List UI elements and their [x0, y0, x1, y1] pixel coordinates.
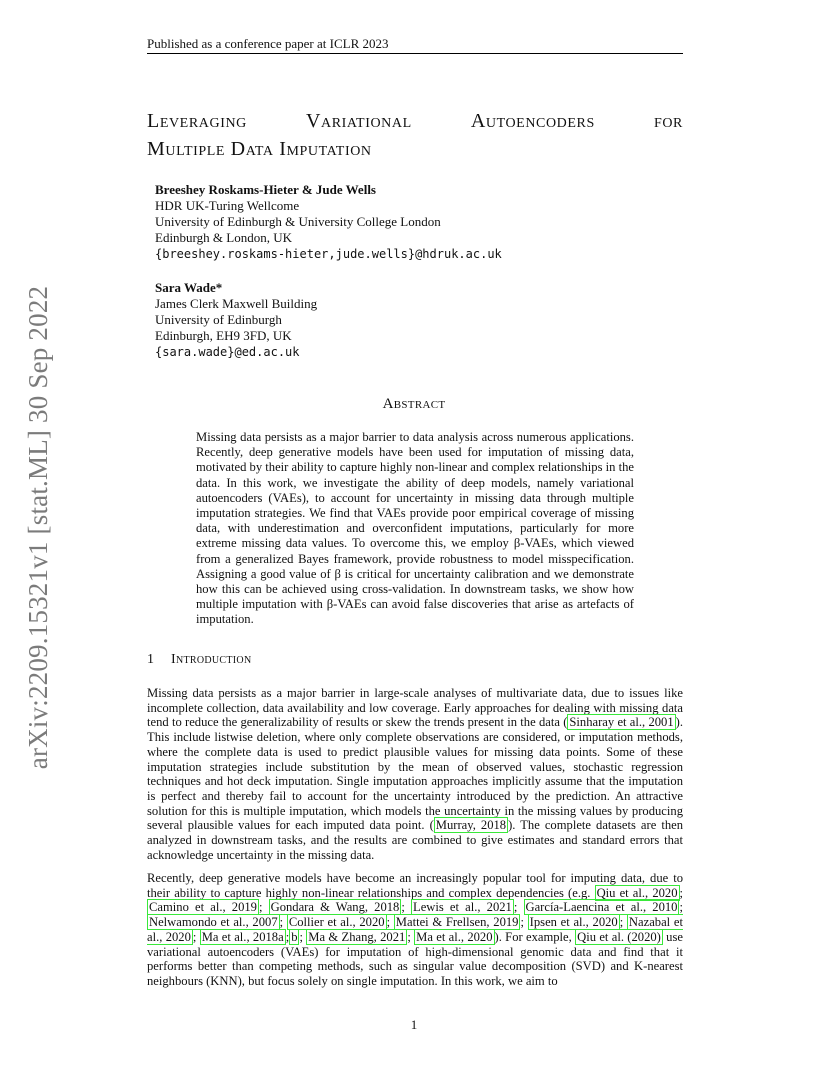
author-affiliation: HDR UK-Turing Wellcome [155, 198, 300, 213]
separator: ; [386, 915, 394, 930]
paper-title [147, 107, 683, 163]
author-affiliation: University of Edinburgh [155, 312, 282, 327]
separator: ; [513, 900, 524, 915]
citation-link[interactable]: Nelwamondo et al., 2007 [149, 915, 278, 930]
arxiv-identifier: arXiv:2209.15321v1 [stat.ML] 30 Sep 2022 [23, 285, 54, 769]
separator: ; [258, 900, 269, 915]
title-word: Autoencoders [470, 110, 595, 132]
author-names: Breeshey Roskams-Hieter & Jude Wells [155, 182, 376, 197]
abstract-text: Missing data persists as a major barrier to data analysis across numerous applications. Recently, deep generative models have been used for imputation of missing data, motivated by their ability to capture highly non-linear and complex relationships in the data. In this work, we investigate the ability of deep models, namely variational autoencoders (VAEs), to account for uncertainty in missing data through multiple imputation strategies. We find that VAEs provide poor empirical coverage of missing data, with underestimation and overconfident imputations, particularly for more extreme missing data values. To overcome this, we employ β-VAEs, which viewed from a generalized Bayes framework, provide robustness to model misspecification. Assigning a good value of β is critical for uncertainty calibration and we demonstrate how this can be achieved using cross-validation. In downstream tasks, we show how multiple imputation with β-VAEs can avoid false discoveries that arise as artefacts of imputation. [196, 430, 634, 627]
citation-link[interactable]: Collier et al., 2020 [288, 915, 385, 930]
title-word: Variational [305, 110, 412, 132]
author-names: Sara Wade* [155, 280, 223, 295]
citation-link[interactable]: Ma & Zhang, 2021 [308, 929, 406, 944]
separator: ; [401, 900, 411, 915]
separator: ; [679, 900, 683, 915]
citation-link[interactable]: Nazabal et al., 2020 [147, 915, 683, 944]
section-number: 1 [147, 652, 155, 667]
paragraph-text: Recently, deep generative models have become an increasingly popular tool for imputing data, due to their ability to capture highly non-linear relationships and complex dependencies (e.g. [147, 871, 683, 900]
separator: ; [619, 915, 627, 930]
separator: ). For example, [494, 929, 576, 944]
paragraph-text: Missing data persists as a major barrier in large-scale analyses of multivariate data, due to issues like incomplete collection, data availability and low coverage. Early approaches for dealing with missing data tend to reduce the generalizability of results or skew the trends present in the data ( [147, 686, 683, 730]
title-line-2: Multiple Data Imputation [147, 138, 372, 160]
citation-link[interactable]: Qiu et al. (2020) [577, 929, 661, 944]
citation-link[interactable]: Murray, 2018 [435, 818, 507, 833]
paragraph-text: ). This include listwise deletion, where only complete observations are considered, or imputation methods, where the complete data is used to predict plausible values for missing data points. Some of these imputation strategies include substitution by the mean of observed values, stochastic regression techniques and hot deck imputation. Single imputation approaches implicitly assume that the imputation is perfect and thereby fail to account for the uncertainty introduced by the prediction. An attractive solution for this is multiple imputation, which models the uncertainty in the missing values by producing several plausible values for each imputed data point. ( [147, 715, 683, 833]
separator: ; [407, 929, 415, 944]
page-number: 1 [410, 1017, 418, 1032]
separator: ; [299, 929, 307, 944]
citation-link[interactable]: Ipsen et al., 2020 [529, 915, 618, 930]
paragraph-text: ). The complete datasets are then analyzed in downstream tasks, and the results are combined to give estimates and standard errors that acknowledge uncertainty in the missing data. [147, 818, 684, 862]
separator: ; [192, 929, 200, 944]
citation-link[interactable]: Sinharay et al., 2001 [569, 715, 674, 730]
author-affiliation: University of Edinburgh & University College London [155, 214, 441, 229]
separator: ; [279, 915, 287, 930]
separator: ; [679, 885, 684, 900]
citation-link[interactable]: Ma et al., 2020 [416, 929, 493, 944]
citation-link[interactable]: Gondara & Wang, 2018 [270, 900, 400, 915]
author-email: {breeshey.roskams-hieter,jude.wells}@hdruk.ac.uk [155, 247, 502, 261]
separator: ; [285, 929, 290, 944]
page-header: Published as a conference paper at ICLR 2023 [147, 36, 683, 54]
author-location: Edinburgh & London, UK [155, 230, 292, 245]
author-block-2 [155, 280, 317, 360]
arxiv-sidebar-stamp [20, 282, 58, 772]
paragraph-text: use variational autoencoders (VAEs) for imputation of high-dimensional genomic data and find that it performs better than competing methods, such as singular value decomposition (SVD) and K-nearest neighbours (KNN), but focus solely on single imputation. In this work, we aim to [147, 929, 683, 988]
citation-link[interactable]: Qiu et al., 2020 [596, 885, 678, 900]
section-title: Introduction [171, 652, 252, 667]
title-line-1 [147, 107, 683, 135]
citation-link[interactable]: Camino et al., 2019 [149, 900, 257, 915]
section-heading [147, 652, 251, 668]
separator: ; [520, 915, 528, 930]
citation-link[interactable]: b [291, 929, 298, 944]
body-paragraph [147, 686, 683, 862]
author-email: {sara.wade}@ed.ac.uk [155, 345, 300, 359]
author-block-1 [155, 182, 502, 262]
citation-link[interactable]: Mattei & Frellsen, 2019 [395, 915, 519, 930]
citation-link[interactable]: Lewis et al., 2021 [413, 900, 512, 915]
citation-link[interactable]: García-Laencina et al., 2010 [525, 900, 678, 915]
title-word: for [653, 110, 683, 132]
citation-link[interactable]: Ma et al., 2018a [201, 929, 284, 944]
author-location: Edinburgh, EH9 3FD, UK [155, 328, 292, 343]
abstract-heading: Abstract [382, 396, 446, 412]
body-paragraph [147, 871, 683, 989]
title-word: Leveraging [147, 110, 247, 132]
author-affiliation: James Clerk Maxwell Building [155, 296, 318, 311]
